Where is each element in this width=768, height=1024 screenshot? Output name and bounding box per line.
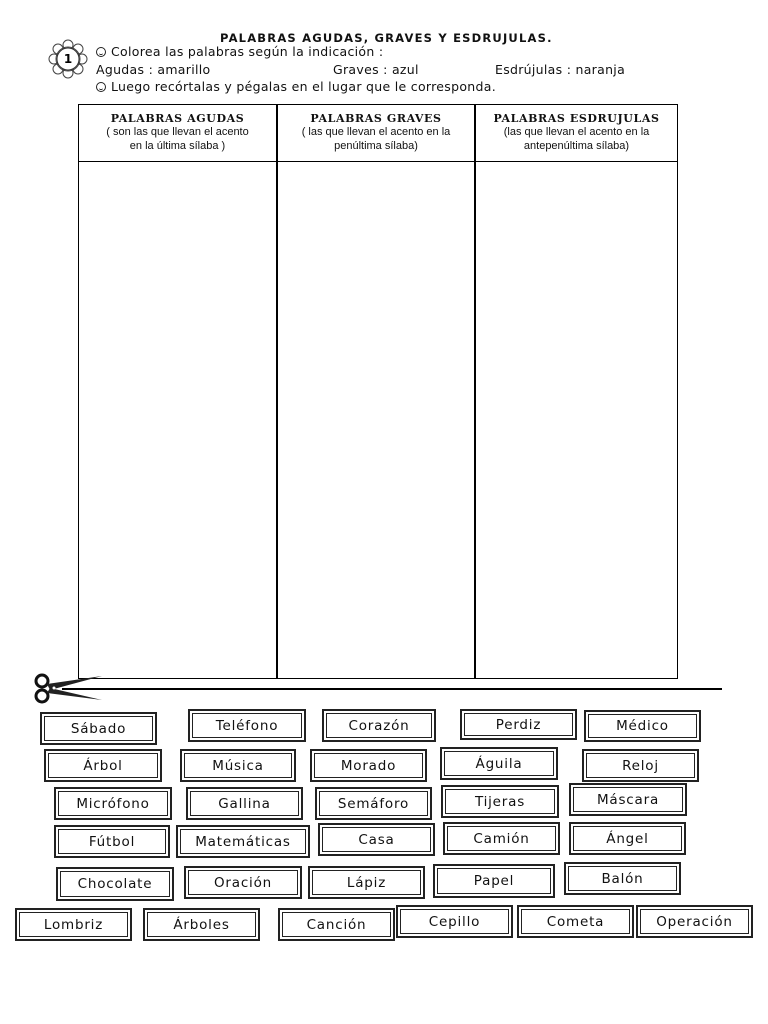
word-label: Lápiz [312,870,421,895]
instruction-recortar-text: Luego recórtalas y pégalas en el lugar que le corresponda. [111,79,496,94]
word-label: Cepillo [400,909,509,934]
word-card[interactable] [54,787,172,820]
word-card[interactable] [441,785,559,818]
word-card[interactable] [443,822,560,855]
word-label: Perdiz [464,713,573,736]
word-label: Médico [588,714,697,738]
smiley-bullet-icon [96,82,106,92]
word-card[interactable] [40,712,157,745]
word-label: Reloj [586,753,695,778]
word-label: Papel [437,868,551,894]
column-header [476,105,677,162]
column-description: (las que llevan el acento en la [503,126,650,138]
worksheet-title: PALABRAS AGUDAS, GRAVES Y ESDRUJULAS. [220,31,553,45]
word-label: Corazón [326,713,432,738]
word-label: Ángel [573,826,682,851]
column-title: PALABRAS ESDRUJULAS [493,112,660,125]
word-card[interactable] [308,866,425,899]
word-card[interactable] [54,825,170,858]
legend-agudas: Agudas : amarillo [96,62,211,77]
word-label: Semáforo [319,791,428,816]
word-card[interactable] [176,825,310,858]
word-label: Tijeras [445,789,555,814]
word-card[interactable] [15,908,132,941]
word-card[interactable] [517,905,634,938]
classification-table [78,104,678,679]
word-label: Fútbol [58,829,166,854]
word-label: Teléfono [192,713,302,738]
word-label: Micrófono [58,791,168,816]
instruction-colorea [96,44,383,59]
word-label: Camión [447,826,556,851]
smiley-bullet-icon [96,47,106,57]
word-label: Máscara [573,787,683,812]
word-card[interactable] [186,787,303,820]
word-card[interactable] [564,862,681,895]
word-label: Gallina [190,791,299,816]
column-description: penúltima sílaba) [334,140,418,152]
word-card[interactable] [188,709,306,742]
word-card[interactable] [315,787,432,820]
word-label: Casa [322,827,431,852]
column-header [79,105,276,162]
word-card[interactable] [433,864,555,898]
word-card[interactable] [440,747,558,780]
word-label: Oración [188,870,298,895]
word-label: Chocolate [60,871,170,897]
column-title: PALABRAS GRAVES [310,112,442,125]
word-label: Árbol [48,753,158,778]
column-agudas [79,105,276,678]
word-card[interactable] [278,908,395,941]
word-card[interactable] [460,709,577,740]
cut-line [62,688,722,690]
badge-number: 1 [63,52,73,66]
instruction-colorea-text: Colorea las palabras según la indicación : [111,44,384,59]
column-description: ( son las que llevan el acento [106,126,249,138]
word-card[interactable] [143,908,260,941]
flower-badge-icon [47,38,89,80]
column-description: en la última sílaba ) [129,140,226,152]
column-title: PALABRAS AGUDAS [110,112,245,125]
word-card[interactable] [180,749,296,782]
word-label: Águila [444,751,554,776]
column-header [278,105,474,162]
column-esdrujulas [474,105,677,678]
word-card[interactable] [569,822,686,855]
word-label: Música [184,753,292,778]
word-label: Canción [282,912,391,937]
word-card[interactable] [636,905,753,938]
word-card[interactable] [582,749,699,782]
word-label: Matemáticas [180,829,306,854]
word-card[interactable] [310,749,427,782]
word-card[interactable] [318,823,435,856]
column-graves [276,105,474,678]
word-label: Morado [314,753,423,778]
scissors-icon [30,672,106,704]
word-label: Cometa [521,909,630,934]
word-card[interactable] [584,710,701,742]
word-label: Árboles [147,912,256,937]
legend-esdrujulas: Esdrújulas : naranja [495,62,626,77]
column-description: antepenúltima sílaba) [523,140,630,152]
word-label: Sábado [44,716,153,741]
word-card[interactable] [184,866,302,899]
word-card[interactable] [569,783,687,816]
word-card[interactable] [322,709,436,742]
legend-graves: Graves : azul [333,62,419,77]
word-label: Lombriz [19,912,128,937]
column-description: ( las que llevan el acento en la [301,126,451,138]
word-card[interactable] [396,905,513,938]
instruction-recortar [96,79,496,94]
word-label: Balón [568,866,677,891]
word-card[interactable] [56,867,174,901]
word-card[interactable] [44,749,162,782]
word-label: Operación [640,909,749,934]
